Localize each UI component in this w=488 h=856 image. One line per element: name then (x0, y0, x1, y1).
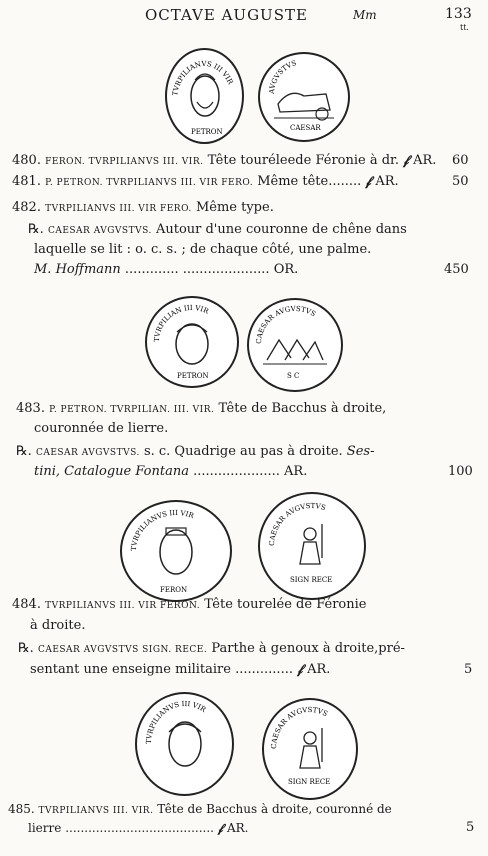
reverse-description-continued: laquelle se lit : o. c. s. ; de chaque côté, une palme. (34, 242, 372, 257)
entry-description: Tête de Bacchus à droite, couronné de (157, 802, 392, 816)
entry-483 (16, 401, 386, 418)
coin-legend: CAESAR AVGVSTVS (267, 501, 327, 547)
coin-exergue: SIGN RECE (288, 778, 331, 786)
feronia-head-icon (122, 502, 230, 600)
entry-description: Tête de Bacchus à droite, (218, 401, 387, 416)
entry-number: 480. (12, 153, 41, 168)
bacchus-head-icon (147, 298, 237, 386)
entry-number: 484. (12, 597, 41, 612)
reverse-mark: ℞. (18, 641, 34, 656)
price: 5 (466, 820, 475, 835)
price: 5 (464, 662, 473, 677)
metal: AR. (375, 174, 399, 189)
coin-exergue: SIGN RECE (290, 576, 333, 584)
coin-reverse-480 (258, 52, 350, 142)
entry-description-continued: à droite. (30, 618, 86, 633)
price: 50 (452, 174, 469, 189)
entry-description-continued: couronnée de lierre. (34, 421, 169, 436)
coin-legend: TVRPILIANVS III VIR (129, 508, 195, 552)
metal: AR. (284, 464, 308, 479)
coin-obverse-483 (145, 296, 239, 388)
feronia-head-icon (167, 50, 242, 142)
svg-text:CAESAR AVGVSTVS (255, 305, 317, 344)
coin-obverse-484 (120, 500, 232, 602)
legend-smallcaps: CAESAR AVGVSTVS. (35, 448, 140, 458)
entry-number: 482. (12, 200, 41, 215)
entry-description: Tête touréleede Féronie à dr. (207, 153, 399, 168)
kneeling-parthian-icon (260, 494, 364, 598)
coin-legend: AVGVSTVS (267, 59, 298, 95)
entry-description: Même tête........ (257, 174, 362, 189)
running-title: OCTAVE AUGUSTE (145, 6, 308, 24)
rarity-mark-icon: 𝒻 (297, 662, 303, 677)
bacchus-head-icon (137, 694, 232, 794)
coin-exergue: S C (287, 372, 300, 380)
coin-reverse-485 (262, 698, 358, 800)
leader-dots: .............. (235, 662, 293, 677)
rarity-mark-icon: 𝒻 (403, 153, 409, 168)
metal: AR. (413, 153, 437, 168)
leader-dots: ..................... (193, 464, 280, 479)
metal: OR. (273, 262, 299, 277)
entry-482 (12, 200, 274, 217)
entry-485 (8, 801, 392, 819)
coin-obverse-485 (135, 692, 234, 796)
coin-reverse-483 (247, 298, 343, 392)
kneeling-parthian-icon (264, 700, 356, 798)
entry-484-reverse (18, 641, 405, 658)
entry-481 (12, 174, 399, 191)
reverse-mark: ℞. (28, 222, 44, 237)
quadriga-icon (249, 300, 341, 390)
svg-text:TVRPILIAN III VIR (153, 304, 211, 342)
entry-482-reverse (28, 222, 407, 239)
rarity-mark-icon: 𝒻 (217, 821, 224, 835)
handwritten-mark: Mm (353, 8, 377, 22)
entry-480 (12, 153, 436, 170)
price: 450 (444, 262, 469, 277)
entry-485-continued (28, 820, 248, 836)
collection-name: M. Hoffmann (34, 262, 121, 277)
coin-exergue: PETRON (191, 128, 223, 136)
entry-484 (12, 597, 366, 614)
price: 60 (452, 153, 469, 168)
entry-483-reverse (16, 444, 374, 461)
entry-484-collection (30, 662, 330, 678)
svg-text:CAESAR AVGVSTVS (268, 502, 327, 546)
legend-smallcaps: P. PETRON. TVRPILIANVS III. VIR FERO. (45, 178, 254, 188)
page-sub-mark: tt. (460, 23, 469, 32)
coin-exergue: CAESAR (290, 124, 321, 132)
coin-legend: TVRPILIANVS III VIR (144, 699, 208, 745)
svg-text:TVRPILIANVS III VIR (145, 700, 208, 744)
coin-exergue: FERON (160, 586, 188, 594)
price: 100 (448, 464, 473, 479)
reverse-mark: ℞. (16, 444, 32, 459)
coin-legend: CAESAR AVGVSTVS (254, 304, 318, 345)
entry-482-collection (34, 262, 298, 278)
svg-text:TVRPILIANVS III VIR (171, 60, 235, 97)
reverse-description: s. c. Quadrige au pas à droite. (143, 444, 343, 459)
metal: AR. (307, 662, 331, 677)
page-number: 133 (445, 6, 472, 22)
entry-description: Même type. (195, 200, 274, 215)
legend-smallcaps: TVRPILIANVS III. VIR FERO. (45, 204, 192, 214)
elephant-chariot-icon (260, 54, 348, 140)
coin-legend: TVRPILIAN III VIR (152, 303, 210, 343)
reverse-description: Autour d'une couronne de chêne dans (155, 222, 407, 237)
coin-legend: CAESAR AVGVSTVS (269, 705, 329, 750)
rarity-mark-icon: 𝒻 (365, 174, 372, 189)
collection-name: tini, Catalogue Fontana (34, 464, 189, 479)
coin-legend: TVRPILIANVS III VIR (171, 59, 235, 97)
entry-number: 485. (8, 802, 35, 816)
metal: AR. (226, 821, 249, 835)
entry-number: 483. (16, 401, 45, 416)
legend-smallcaps: P. PETRON. TVRPILIAN. III. VIR. (49, 405, 215, 415)
page-header (0, 6, 488, 32)
legend-smallcaps: TVRPILIANVS III. VIR FERON. (45, 601, 201, 611)
leader-dots: ....................................... (65, 821, 214, 835)
legend-smallcaps: CAESAR AVGVSTVS. (47, 226, 152, 236)
reverse-description-continued: sentant une enseigne militaire (30, 662, 231, 677)
coin-reverse-484 (258, 492, 366, 600)
coin-obverse-480 (165, 48, 244, 144)
legend-smallcaps: FERON. TVRPILIANVS III. VIR. (45, 157, 204, 167)
reverse-description: Parthe à genoux à droite,pré- (211, 641, 405, 656)
svg-text:AVGVSTVS (268, 59, 298, 95)
legend-smallcaps: TVRPILIANVS III. VIR. (38, 806, 154, 816)
entry-number: 481. (12, 174, 41, 189)
svg-text:CAESAR AVGVSTVS (270, 706, 329, 749)
entry-483-collection (34, 464, 307, 480)
collection-name: Ses- (346, 444, 375, 459)
coin-exergue: PETRON (177, 372, 209, 380)
entry-description-continued: lierre (28, 821, 62, 835)
entry-description: Tête tourelée de Féronie (204, 597, 367, 612)
legend-smallcaps: CAESAR AVGVSTVS SIGN. RECE. (37, 645, 208, 655)
leader-dots: ............. ..................... (124, 262, 270, 277)
